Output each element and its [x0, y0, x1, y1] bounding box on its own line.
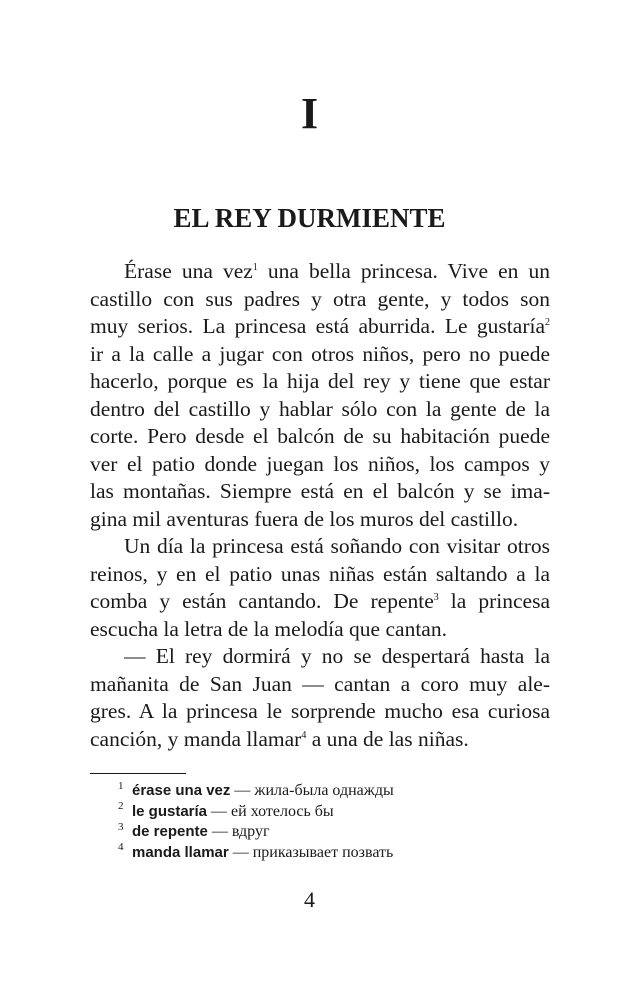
footnote-ref: 3 — [433, 591, 439, 603]
paragraph — [90, 258, 550, 533]
text-run: una bella princesa. Vive en un — [257, 259, 551, 283]
page-number: 4 — [304, 887, 315, 912]
footnote-separator: — — [228, 843, 253, 861]
paragraph — [90, 643, 550, 753]
footnote-separator: — — [207, 823, 232, 840]
footnote-term: manda llamar — [132, 843, 229, 861]
footnote-rule — [90, 773, 186, 774]
text-line — [90, 561, 550, 589]
text-line — [90, 451, 550, 479]
text-line — [90, 313, 550, 341]
text-run: Érase una vez — [124, 259, 253, 283]
footnote-separator: — — [207, 802, 232, 820]
text-line — [90, 423, 550, 451]
text-run: la princesa — [438, 589, 550, 613]
text-line — [90, 478, 550, 506]
footnote-term: de repente — [132, 823, 208, 840]
footnote-ref: 1 — [252, 261, 258, 273]
text-run: escucha la letra de la melodía que cantan. — [90, 616, 447, 641]
text-line — [90, 698, 550, 726]
text-line — [90, 643, 550, 671]
footnotes — [118, 781, 558, 863]
text-run: — El rey dormirá y no se despertará hasta la — [124, 644, 550, 668]
footnote-gloss: ей хотелось бы — [231, 802, 334, 820]
text-run: castillo con sus padres y otra gente, y todos son — [90, 286, 550, 311]
text-run: mañanita de San Juan — cantan a coro muy ale- — [90, 671, 550, 696]
text-line — [90, 588, 550, 616]
footnote-term: érase una vez — [132, 782, 231, 799]
text-line — [90, 396, 550, 424]
text-line — [90, 368, 550, 396]
chapter-number: I — [300, 89, 319, 138]
text-run: comba y están cantando. De repente — [90, 589, 434, 613]
chapter-title: EL REY DURMIENTE — [173, 203, 446, 233]
text-run: canción, y manda llamar — [90, 726, 302, 751]
text-line — [90, 671, 550, 699]
footnote-gloss: приказывает позвать — [252, 843, 394, 861]
text-run: ir a la calle a jugar con otros niños, pero no puede — [90, 341, 550, 366]
text-line — [90, 726, 550, 754]
text-run: dentro del castillo y hablar sólo con la gente de la — [90, 396, 550, 421]
footnote-gloss: вдруг — [231, 823, 270, 840]
text-line — [90, 286, 550, 314]
text-run: hacerlo, porque es la hija del rey y tiene que estar — [90, 369, 550, 393]
text-line — [90, 506, 550, 534]
footnote: 1 érase una vez — жила-была однажды — [118, 779, 394, 799]
text-run: Un día la princesa está soñando con visitar otros — [124, 534, 550, 558]
text-run: ver el patio donde juegan los niños, los campos y — [90, 451, 550, 476]
footnote: 2 le gustaría — ей хотелось бы — [118, 800, 334, 820]
text-run: reinos, y en el patio unas niñas están saltando a la — [90, 561, 550, 586]
text-line — [90, 616, 550, 644]
text-run: las montañas. Siempre está en el balcón y se ima- — [90, 479, 550, 503]
text-run: corte. Pero desde el balcón de su habitación puede — [90, 424, 550, 448]
text-run: a una de las niñas. — [306, 726, 469, 751]
body-text — [90, 258, 550, 753]
footnote: 3 de repente — вдруг — [118, 820, 270, 840]
footnote-ref: 4 — [301, 729, 307, 741]
text-run: muy serios. La princesa está aburrida. Le gustaría — [90, 314, 545, 338]
text-run: gina mil aventuras fuera de los muros del castillo. — [90, 506, 519, 531]
text-line — [90, 341, 550, 369]
footnote-separator: — — [230, 782, 255, 799]
footnote: 4 manda llamar — приказывает позвать — [118, 841, 394, 861]
text-run: gres. A la princesa le sorprende mucho esa curiosa — [90, 699, 550, 723]
text-line — [90, 258, 550, 286]
footnote-gloss: жила-была однажды — [254, 782, 394, 799]
paragraph — [90, 533, 550, 643]
text-line — [90, 533, 550, 561]
footnote-ref: 2 — [545, 316, 550, 328]
footnote-term: le gustaría — [132, 802, 208, 820]
